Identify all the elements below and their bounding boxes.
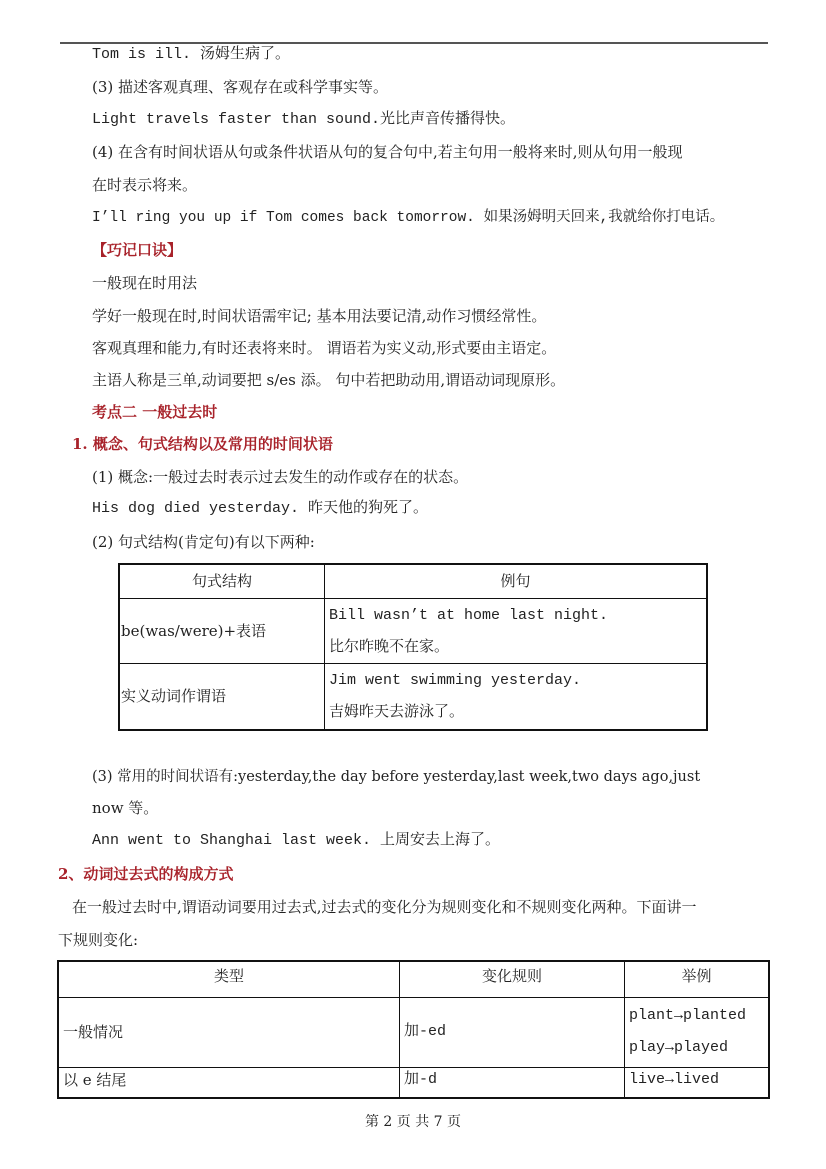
structure-cell: be(was/were)+表语: [119, 598, 325, 663]
example-en: Bill wasn’t at home last night.: [329, 606, 609, 624]
past-tense-rules-table: [57, 960, 770, 1099]
table-row: [119, 598, 707, 663]
example-zh: 吉姆昨天去游泳了。: [329, 701, 465, 720]
table-row: [119, 663, 707, 730]
table-header: 例句: [325, 564, 708, 598]
example-en: Jim went swimming yesterday.: [329, 671, 582, 689]
header-rule: [60, 42, 768, 44]
section-heading: 考点二 一般过去时: [92, 403, 218, 421]
rule-item: (1) 概念:一般过去时表示过去发生的动作或存在的状态。: [92, 468, 469, 486]
rule-item: (3) 描述客观真理、客观存在或科学事实等。: [92, 78, 389, 96]
example-sentence: I’ll ring you up if Tom comes back tomorrow. 如果汤姆明天回来,我就给你打电话。: [92, 210, 725, 226]
example-sentence: Tom is ill. 汤姆生病了。: [92, 46, 291, 63]
rule-item: (3) 常用的时间状语有:yesterday,the day before yesterday,last week,two days ago,just: [92, 769, 701, 785]
example-sentence: Ann went to Shanghai last week. 上周安去上海了。: [92, 832, 501, 849]
table-row: [58, 1067, 769, 1098]
page-footer: 第 2 页 共 7 页: [364, 1114, 462, 1130]
table-header: 类型: [58, 961, 400, 997]
mnemonic-line: 客观真理和能力,有时还表将来时。 谓语若为实义动,形式要由主语定。: [92, 339, 557, 357]
paragraph-cont: 下规则变化:: [58, 931, 139, 949]
example-sentence: His dog died yesterday. 昨天他的狗死了。: [92, 500, 429, 517]
structure-cell: 实义动词作谓语: [119, 663, 325, 730]
table-row: [58, 997, 769, 1067]
table-header: 变化规则: [400, 961, 625, 997]
rule-item-cont: now 等。: [92, 799, 159, 817]
rule-item-cont: 在时表示将来。: [92, 176, 198, 194]
example: live→lived: [625, 1067, 770, 1098]
subsection-heading: 1. 概念、句式结构以及常用的时间状语: [72, 435, 333, 453]
table-header: 举例: [625, 961, 770, 997]
mnemonic-line: 主语人称是三单,动词要把 s/es 添。 句中若把助动用,谓语动词现原形。: [92, 371, 566, 389]
example-sentence: Light travels faster than sound.光比声音传播得快。: [92, 111, 516, 128]
rule-item: (2) 句式结构(肯定句)有以下两种:: [92, 533, 315, 551]
sentence-structure-table: [118, 563, 708, 731]
example-zh: 比尔昨晚不在家。: [329, 636, 450, 655]
paragraph: 在一般过去时中,谓语动词要用过去式,过去式的变化分为规则变化和不规则变化两种。下面讲一: [72, 898, 697, 916]
subsection-heading: 2、动词过去式的构成方式: [58, 865, 234, 883]
rule-item: (4) 在含有时间状语从句或条件状语从句的复合句中,若主句用一般将来时,则从句用一般现: [92, 143, 683, 161]
table-header: 句式结构: [119, 564, 325, 598]
rule-cell: 加-ed: [400, 997, 625, 1067]
section-heading: 【巧记口诀】: [92, 241, 183, 259]
mnemonic-title: 一般现在时用法: [92, 274, 198, 292]
mnemonic-line: 学好一般现在时,时间状语需牢记; 基本用法要记清,动作习惯经常性。: [92, 307, 547, 325]
type-cell: 以 e 结尾: [58, 1067, 400, 1098]
type-cell: 一般情况: [58, 997, 400, 1067]
rule-cell: 加-d: [400, 1067, 625, 1098]
example: plant→planted: [629, 1007, 747, 1024]
example: play→played: [629, 1039, 729, 1056]
